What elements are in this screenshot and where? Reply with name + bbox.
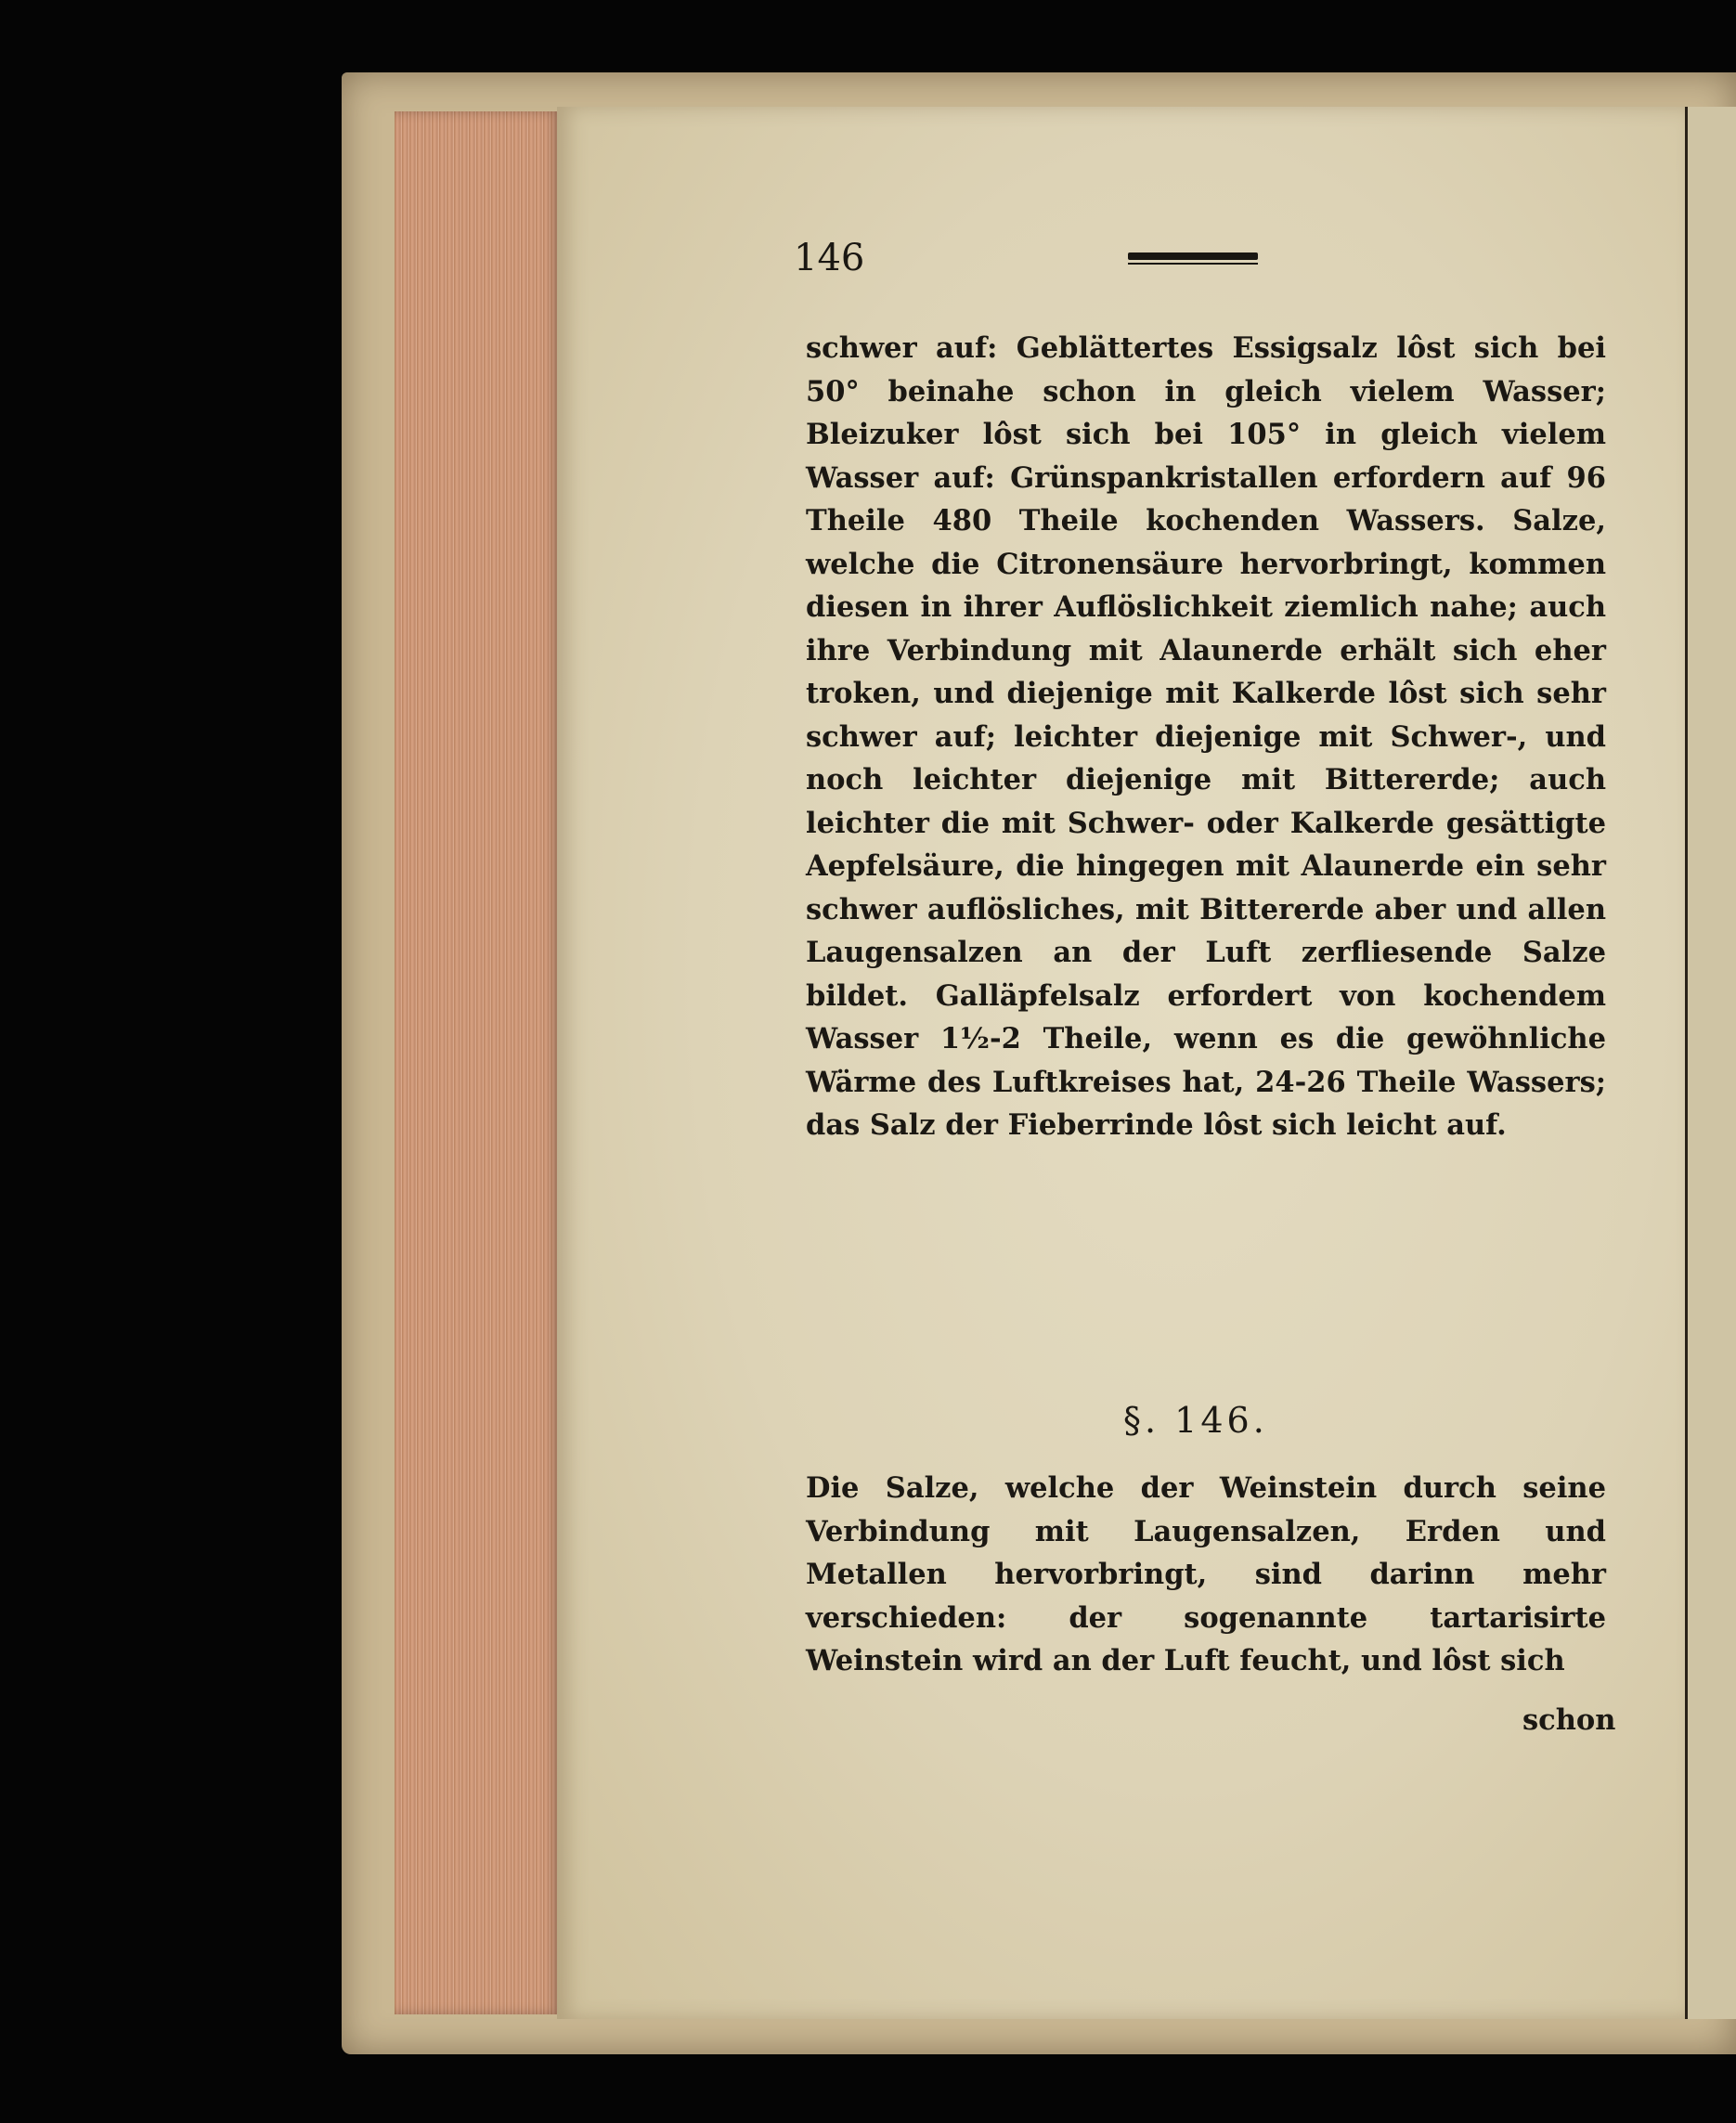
section-heading: §. 146. xyxy=(1123,1400,1268,1441)
page-number: 146 xyxy=(794,237,865,279)
page-edges xyxy=(395,111,562,2014)
paragraph-2: Die Salze, welche der Weinstein durch seine Verbindung mit Laugensalzen, Erden und Metallen hervorbringt, sind darinn mehr verschieden: der sogenannte tartarisirte Weinstein wird an der Luft feucht, und lôst sich xyxy=(806,1471,1606,1677)
catchword: schon xyxy=(1522,1703,1616,1737)
facing-page-edge xyxy=(1685,107,1736,2019)
paragraph-1: schwer auf: Geblättertes Essigsalz lôst sich bei 50° beinahe schon in gleich vielem Wasser; Bleizuker lôst sich bei 105° in gleich vielem Wasser auf: Grünspankristallen erfordern auf 96 Theile 480 Theile kochenden Wassers. Salze, welche die Citronensäure hervorbringt, kommen diesen in ihrer Auflöslichkeit ziemlich nahe; auch ihre Verbindung mit Alaunerde erhält sich eher troken, und diejenige mit Kalkerde lôst sich sehr schwer auf; leichter diejenige mit Schwer-, und noch leichter diejenige mit Bittererde; auch leichter die mit Schwer- oder Kalkerde gesättigte Aepfelsäure, die hingegen mit Alaunerde ein sehr schwer auflösliches, mit Bittererde aber und allen Laugensalzen an der Luft zerfliesende Salze bildet. Galläpfelsalz erfordert von kochendem Wasser 1½-2 Theile, wenn es die gewöhnliche Wärme des Luftkreises hat, 24-26 Theile Wassers; das Salz der Fieberrinde lôst sich leicht auf. xyxy=(806,331,1606,1142)
header-rule xyxy=(1128,252,1258,260)
